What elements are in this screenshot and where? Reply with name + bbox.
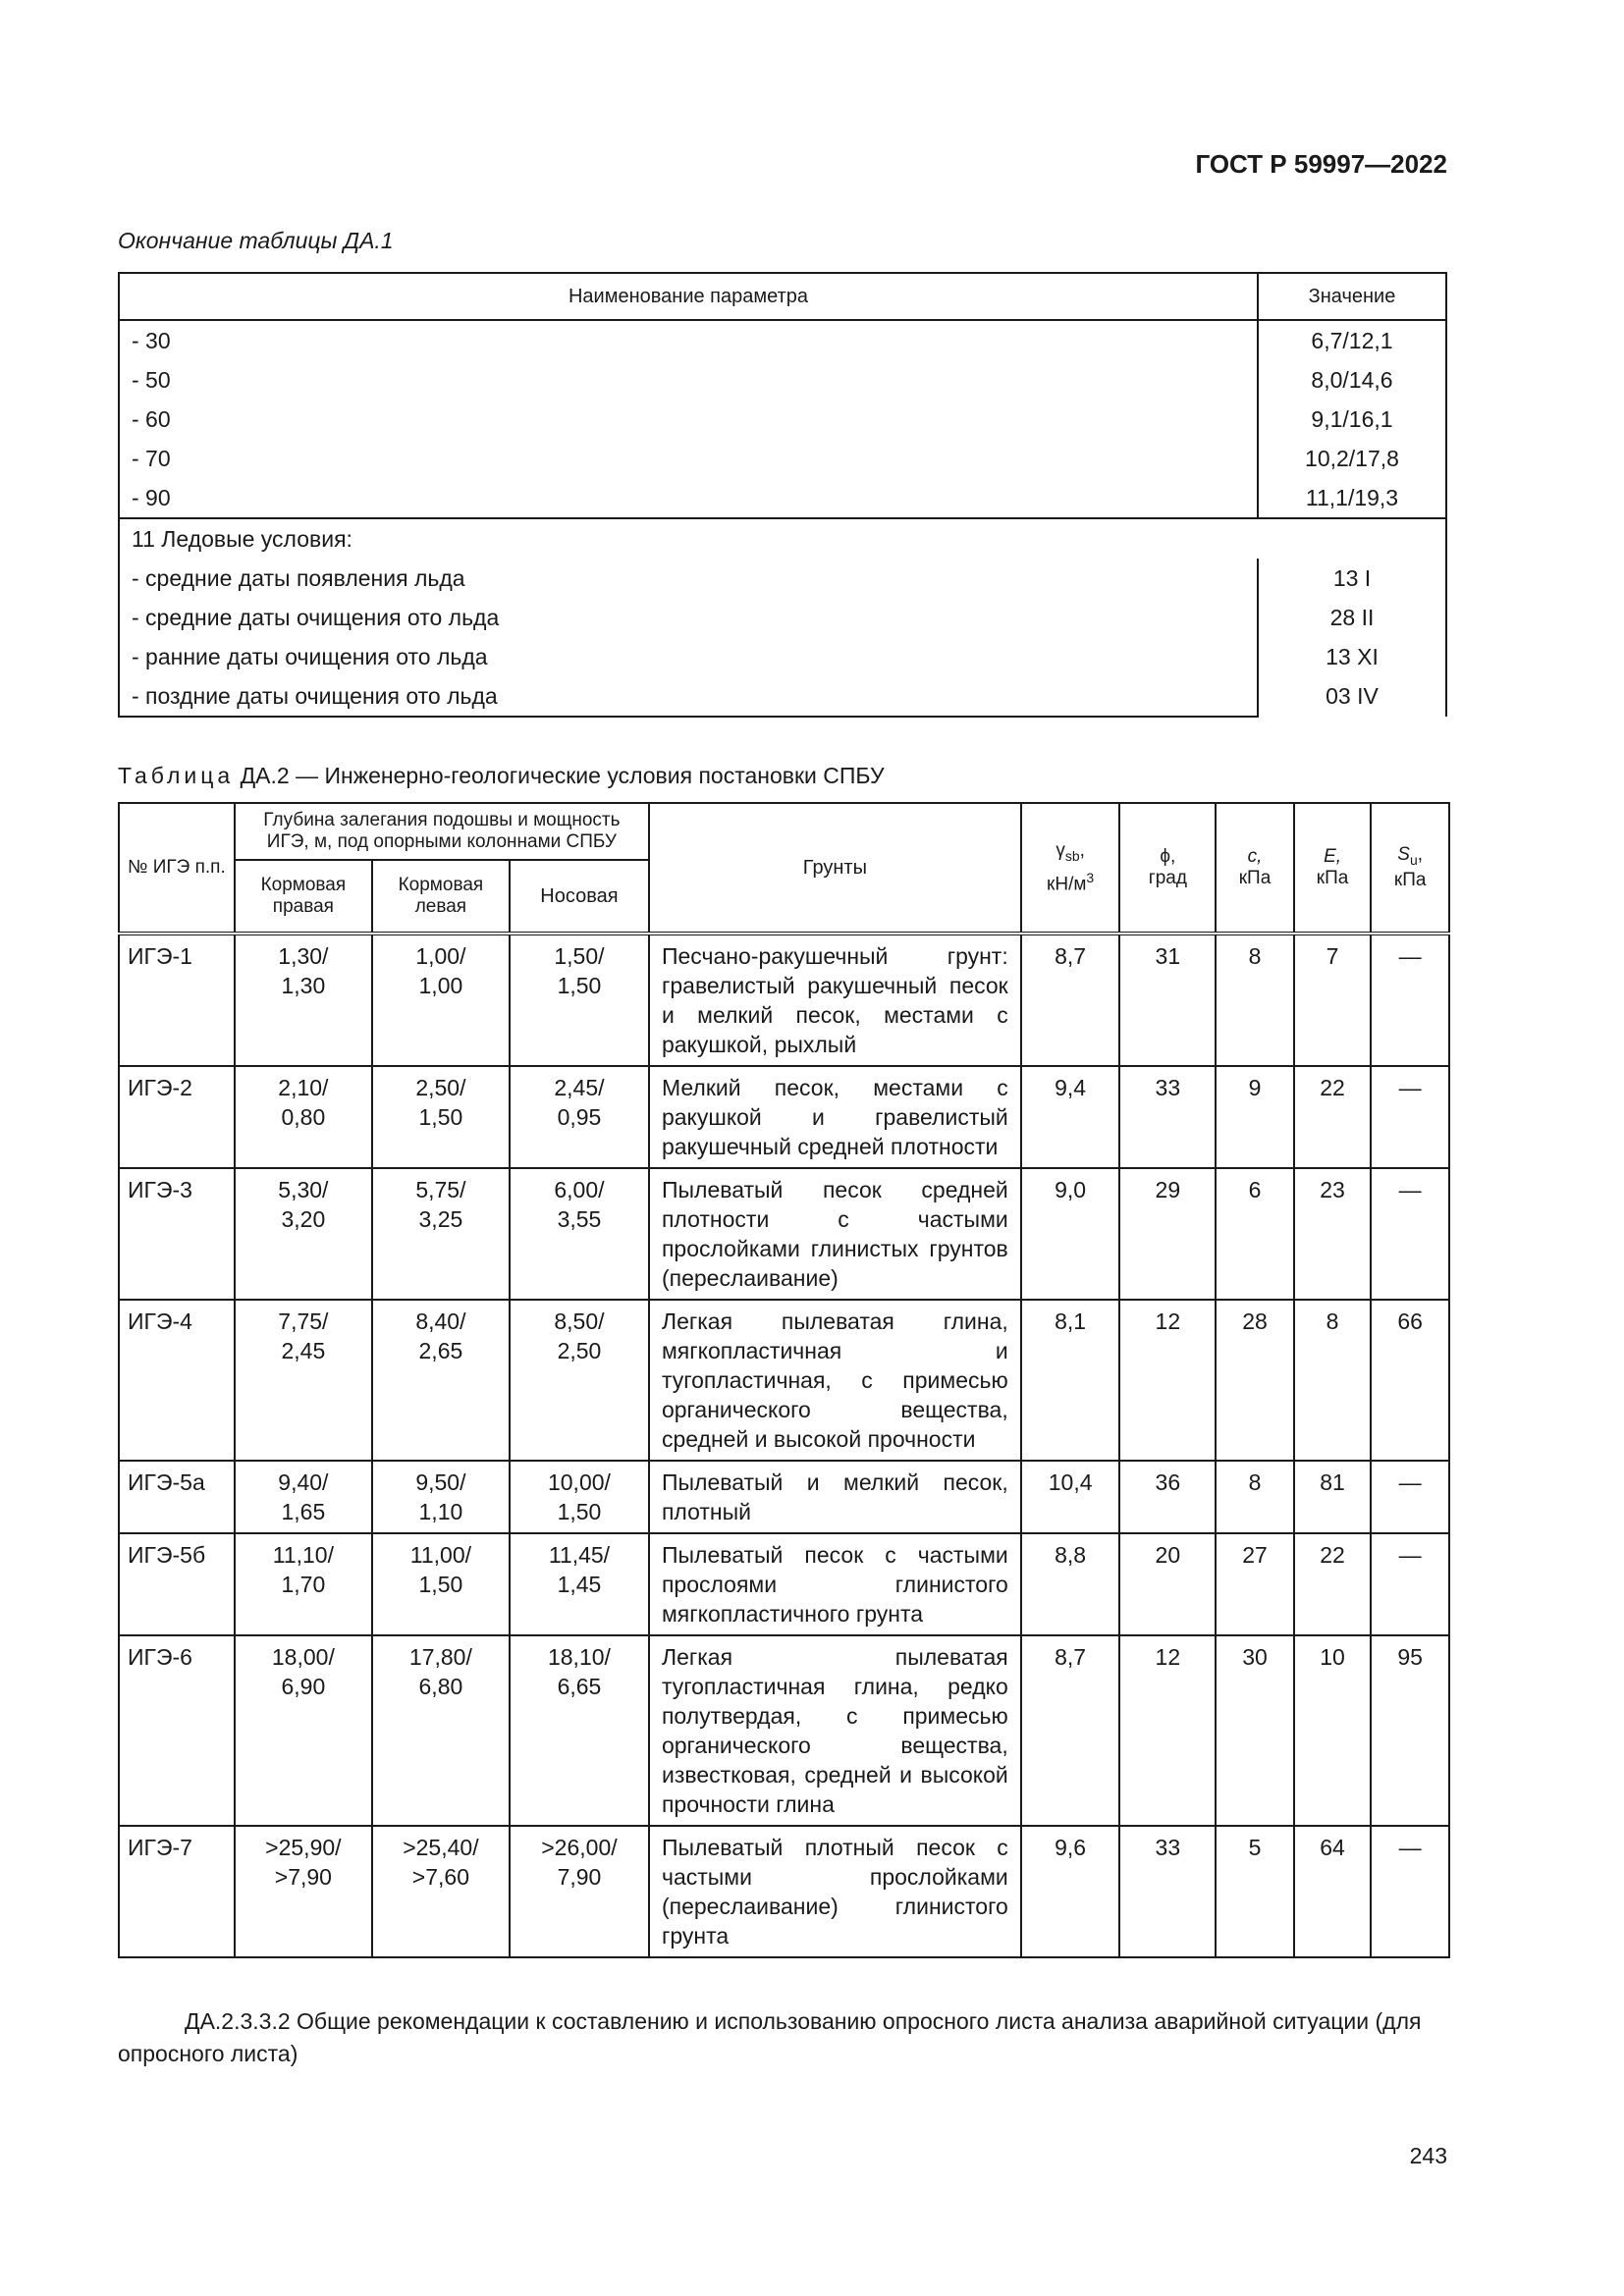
depth-bow [510, 1300, 649, 1461]
param-value: 11,1/19,3 [1258, 478, 1446, 518]
su-value [1371, 1635, 1449, 1826]
e-value [1294, 1826, 1372, 1957]
su-symbol: S [1397, 843, 1410, 865]
table-row [119, 676, 1446, 717]
param-name: - 90 [119, 478, 1258, 518]
table-row [119, 1533, 1449, 1635]
cell-text: Песчано-ракушечный грунт: гравелистый ракушечный песок и мелкий песок, местами с ракушкой, рыхлый [661, 943, 1008, 1057]
cell-text: 33 [1155, 1835, 1181, 1860]
cell-text: 3,25 [418, 1206, 463, 1232]
table-row [119, 1066, 1449, 1168]
table-row [119, 934, 1449, 1066]
header-e [1294, 803, 1372, 934]
cell-text: Мелкий песок, местами с ракушкой и гравелистый ракушечный средней плотности [661, 1075, 1008, 1159]
table1-header-row [119, 273, 1446, 320]
cell-text: 11,45/ [548, 1542, 611, 1568]
cell-text: 2,45/ [554, 1075, 605, 1100]
param-value: 10,2/17,8 [1258, 439, 1446, 478]
soil-description [649, 1635, 1021, 1826]
cell-text: 1,30 [281, 973, 326, 998]
header-phi [1119, 803, 1216, 934]
cell-text: 0,95 [557, 1104, 602, 1130]
c-value [1216, 1461, 1294, 1533]
param-name: - ранние даты очищения ото льда [119, 637, 1258, 676]
cell-text: ИГЭ-1 [128, 943, 192, 969]
depth-stern-left [372, 1168, 510, 1300]
c-value [1216, 934, 1294, 1066]
cell-text: 29 [1155, 1177, 1181, 1202]
depth-stern-left [372, 934, 510, 1066]
table-row [119, 400, 1446, 439]
cell-text: 2,10/ [278, 1075, 329, 1100]
table-row [119, 1300, 1449, 1461]
cell-text: 2,50 [557, 1338, 602, 1363]
cell-text: 8,50/ [554, 1308, 605, 1334]
cell-text: >25,90/ [265, 1835, 342, 1860]
cell-text: 8,1 [1055, 1308, 1087, 1334]
param-value: 13 I [1258, 559, 1446, 598]
e-value [1294, 934, 1372, 1066]
cell-text: 6,00/ [554, 1177, 605, 1202]
soil-description [649, 1168, 1021, 1300]
soil-description [649, 1826, 1021, 1957]
table-da2-geology [118, 802, 1450, 1958]
depth-stern-right [235, 1461, 372, 1533]
cell-text: 2,65 [418, 1338, 463, 1363]
cell-text: 9,40/ [278, 1469, 329, 1495]
soil-description [649, 1461, 1021, 1533]
c-value [1216, 1300, 1294, 1461]
depth-bow [510, 1826, 649, 1957]
cell-text: 17,80/ [408, 1644, 472, 1670]
soil-description [649, 1533, 1021, 1635]
c-value [1216, 1533, 1294, 1635]
cell-text: — [1398, 1177, 1422, 1202]
param-name: - 30 [119, 320, 1258, 360]
table1-caption: Окончание таблицы ДА.1 [118, 228, 394, 253]
su-value [1371, 934, 1449, 1066]
depth-stern-right [235, 1635, 372, 1826]
cell-text: — [1398, 1469, 1422, 1495]
cell-text: 1,45 [557, 1572, 602, 1597]
table-row [119, 1461, 1449, 1533]
e-value [1294, 1168, 1372, 1300]
depth-bow [510, 1066, 649, 1168]
cell-text: 18,00/ [271, 1644, 335, 1670]
table-row-ice-heading [119, 518, 1446, 559]
cell-text: >26,00/ [541, 1835, 618, 1860]
su-subscript: u [1409, 851, 1418, 868]
cell-text: 20 [1155, 1542, 1181, 1568]
cell-text: ИГЭ-6 [128, 1644, 192, 1670]
gamma-value [1021, 1300, 1120, 1461]
table2-caption [118, 763, 885, 789]
soil-description [649, 1066, 1021, 1168]
header-value: Значение [1258, 273, 1446, 320]
su-value [1371, 1461, 1449, 1533]
depth-stern-left [372, 1826, 510, 1957]
cell-text: Пылеватый и мелкий песок, плотный [661, 1469, 1008, 1524]
depth-stern-left [372, 1461, 510, 1533]
cell-text: 30 [1242, 1644, 1268, 1670]
cell-text: 3,55 [557, 1206, 602, 1232]
su-value [1371, 1066, 1449, 1168]
cell-text: >7,60 [411, 1864, 469, 1890]
cell-text: ИГЭ-3 [128, 1177, 192, 1202]
depth-stern-right [235, 1826, 372, 1957]
cell-text: 23 [1320, 1177, 1345, 1202]
cell-text: 27 [1242, 1542, 1268, 1568]
gamma-value [1021, 1461, 1120, 1533]
header-su: $S_u$, кПа [1371, 803, 1449, 934]
cell-text: 9 [1248, 1075, 1262, 1100]
table-row [119, 559, 1446, 598]
ige-id [119, 1826, 235, 1957]
table-row [119, 1168, 1449, 1300]
paragraph-da-2-3-3-2: ДА.2.3.3.2 Общие рекомендации к составлению и использованию опросного листа анализа аварийной ситуации (для опросного листа) [118, 2008, 1422, 2066]
cell-text: 18,10/ [547, 1644, 611, 1670]
ige-id [119, 1066, 235, 1168]
cell-text: 5,30/ [278, 1177, 329, 1202]
cell-text: 22 [1320, 1542, 1345, 1568]
c-value [1216, 1826, 1294, 1957]
c-value [1216, 1168, 1294, 1300]
cell-text: 1,10 [418, 1499, 463, 1524]
cell-text: 9,4 [1055, 1075, 1087, 1100]
cell-text: 7 [1326, 943, 1339, 969]
c-value [1216, 1635, 1294, 1826]
cell-text: Легкая пылеватая тугопластичная глина, редко полутвердая, с примесью органического вещества, известковая, средней и высокой прочности глина [661, 1644, 1008, 1817]
param-name: - поздние даты очищения ото льда [119, 676, 1258, 717]
soil-description [649, 934, 1021, 1066]
cell-text: 8 [1248, 1469, 1262, 1495]
cell-text: 1,00 [418, 973, 463, 998]
phi-value [1119, 1635, 1216, 1826]
phi-value [1119, 1300, 1216, 1461]
cell-text: >7,90 [274, 1864, 332, 1890]
e-value [1294, 1300, 1372, 1461]
cell-text: ИГЭ-5а [128, 1469, 205, 1495]
cell-text: 9,50/ [415, 1469, 466, 1495]
e-value [1294, 1533, 1372, 1635]
table-row [119, 1635, 1449, 1826]
param-name: - 50 [119, 360, 1258, 400]
phi-value [1119, 1533, 1216, 1635]
cell-text: 1,65 [281, 1499, 326, 1524]
cell-text: 9,6 [1055, 1835, 1087, 1860]
cell-text: 1,00/ [415, 943, 466, 969]
table2-caption-title: ДА.2 — Инженерно-геологические условия постановки СПБУ [240, 763, 885, 788]
cell-text: 5 [1248, 1835, 1262, 1860]
cell-text: 31 [1155, 943, 1181, 969]
ige-id [119, 1533, 235, 1635]
phi-value [1119, 1168, 1216, 1300]
cell-text: 12 [1155, 1308, 1181, 1334]
cell-text: 1,50 [418, 1104, 463, 1130]
param-value: 28 II [1258, 598, 1446, 637]
depth-stern-left [372, 1300, 510, 1461]
gamma-unit-sup: 3 [1086, 869, 1095, 885]
cell-text: 5,75/ [415, 1177, 466, 1202]
depth-bow [510, 934, 649, 1066]
table-row [119, 1826, 1449, 1957]
su-value [1371, 1300, 1449, 1461]
table-da1-end [118, 272, 1447, 718]
param-value: 6,7/12,1 [1258, 320, 1446, 360]
cell-text: ИГЭ-4 [128, 1308, 192, 1334]
phi-value [1119, 1066, 1216, 1168]
cell-text: 6 [1248, 1177, 1262, 1202]
ige-id [119, 934, 235, 1066]
table-row [119, 439, 1446, 478]
e-unit: кПа [1316, 868, 1349, 888]
cell-text: Легкая пылеватая глина, мягкопластичная и тугопластичная, с примесью органического вещества, средней и высокой прочности [661, 1308, 1008, 1452]
cell-text: 8,7 [1055, 943, 1087, 969]
table2-header-row-1 [119, 803, 1449, 860]
cell-text: 33 [1155, 1075, 1181, 1100]
cell-text: 7,90 [557, 1864, 602, 1890]
cell-text: ИГЭ-2 [128, 1075, 192, 1100]
cell-text: 10,00/ [547, 1469, 611, 1495]
param-value: 03 IV [1258, 676, 1446, 717]
gamma-subscript: sb [1064, 847, 1080, 864]
cell-text: 28 [1242, 1308, 1268, 1334]
cell-text: 11,00/ [409, 1542, 472, 1568]
cell-text: ИГЭ-5б [128, 1542, 206, 1568]
c-value [1216, 1066, 1294, 1168]
depth-stern-right [235, 1533, 372, 1635]
header-soil: Грунты [649, 803, 1021, 934]
table-row [119, 598, 1446, 637]
gamma-unit: кН/м [1047, 874, 1087, 895]
cell-text: >25,40/ [403, 1835, 479, 1860]
ige-id [119, 1461, 235, 1533]
su-value [1371, 1168, 1449, 1300]
phi-value [1119, 1461, 1216, 1533]
param-name: - 70 [119, 439, 1258, 478]
cell-text: 81 [1320, 1469, 1345, 1495]
e-symbol: E, [1324, 846, 1342, 867]
e-value [1294, 1635, 1372, 1826]
cell-text: 2,45 [281, 1338, 326, 1363]
ice-conditions-heading: 11 Ледовые условия: [119, 518, 1446, 559]
cell-text: 10,4 [1048, 1469, 1093, 1495]
cell-text: 7,75/ [278, 1308, 329, 1334]
cell-text: 12 [1155, 1644, 1181, 1670]
cell-text: 8,40/ [415, 1308, 466, 1334]
cell-text: 8 [1326, 1308, 1339, 1334]
ige-id [119, 1300, 235, 1461]
cell-text: Пылеватый песок с частыми прослоями глинистого мягкопластичного грунта [661, 1542, 1008, 1627]
gamma-value [1021, 1066, 1120, 1168]
cell-text: 1,70 [281, 1572, 326, 1597]
cell-text: 2,50/ [415, 1075, 466, 1100]
cell-text: 1,50/ [554, 943, 605, 969]
cell-text: 6,90 [281, 1674, 326, 1699]
cell-text: — [1398, 1542, 1422, 1568]
header-gamma: $\gamma_{sb}$, $кН/м^3$ [1021, 803, 1120, 934]
table2-caption-prefix: Таблица [118, 763, 235, 788]
e-value [1294, 1461, 1372, 1533]
cell-text: 11,10/ [272, 1542, 334, 1568]
ige-id [119, 1635, 235, 1826]
table-row [119, 478, 1446, 518]
param-name: - средние даты очищения ото льда [119, 598, 1258, 637]
param-value: 13 XI [1258, 637, 1446, 676]
cell-text: 22 [1320, 1075, 1345, 1100]
gamma-value [1021, 934, 1120, 1066]
cell-text: 36 [1155, 1469, 1181, 1495]
cell-text: 66 [1397, 1308, 1423, 1334]
cell-text: 6,80 [418, 1674, 463, 1699]
phi-value [1119, 1826, 1216, 1957]
ige-id [119, 1168, 235, 1300]
gamma-value [1021, 1533, 1120, 1635]
cell-text: ИГЭ-7 [128, 1835, 192, 1860]
depth-bow [510, 1461, 649, 1533]
gamma-value [1021, 1826, 1120, 1957]
header-stern-left: Кормовая левая [372, 860, 510, 934]
e-value [1294, 1066, 1372, 1168]
table-row [119, 320, 1446, 360]
header-depth-group: Глубина залегания подошвы и мощность ИГЭ, м, под опорными колоннами СПБУ [235, 803, 649, 860]
param-value: 9,1/16,1 [1258, 400, 1446, 439]
table-row [119, 637, 1446, 676]
cell-text: 95 [1397, 1644, 1423, 1670]
cell-text: 10 [1320, 1644, 1345, 1670]
gamma-symbol: γ [1056, 839, 1065, 861]
header-stern-right: Кормовая правая [235, 860, 372, 934]
param-name: - 60 [119, 400, 1258, 439]
param-value: 8,0/14,6 [1258, 360, 1446, 400]
header-num: № ИГЭ п.п. [119, 803, 235, 934]
cell-text: 1,50 [557, 973, 602, 998]
document-code: ГОСТ Р 59997—2022 [1195, 149, 1447, 179]
phi-unit: град [1148, 868, 1187, 888]
cell-text: — [1398, 943, 1422, 969]
depth-stern-right [235, 1300, 372, 1461]
soil-description [649, 1300, 1021, 1461]
cell-text: 0,80 [281, 1104, 326, 1130]
depth-stern-left [372, 1635, 510, 1826]
header-param-name: Наименование параметра [119, 273, 1258, 320]
param-name: - средние даты появления льда [119, 559, 1258, 598]
cell-text: 3,20 [281, 1206, 326, 1232]
cell-text: 64 [1320, 1835, 1345, 1860]
page-number: 243 [1409, 2143, 1447, 2168]
cell-text: — [1398, 1075, 1422, 1100]
cell-text: 6,65 [557, 1674, 602, 1699]
cell-text: 1,50 [418, 1572, 463, 1597]
depth-stern-left [372, 1066, 510, 1168]
depth-stern-right [235, 1066, 372, 1168]
phi-symbol: ϕ, [1160, 846, 1176, 867]
depth-stern-right [235, 934, 372, 1066]
cell-text: 8,8 [1055, 1542, 1087, 1568]
cell-text: 1,50 [557, 1499, 602, 1524]
su-value [1371, 1826, 1449, 1957]
cell-text: Пылеватый плотный песок с частыми прослойками (переслаивание) глинистого грунта [661, 1835, 1008, 1949]
header-c [1216, 803, 1294, 934]
c-symbol: c, [1247, 846, 1263, 867]
depth-stern-left [372, 1533, 510, 1635]
cell-text: 8 [1248, 943, 1262, 969]
header-bow: Носовая [510, 860, 649, 934]
cell-text: 9,0 [1055, 1177, 1087, 1202]
gamma-value [1021, 1168, 1120, 1300]
cell-text: 8,7 [1055, 1644, 1087, 1670]
depth-bow [510, 1635, 649, 1826]
phi-value [1119, 934, 1216, 1066]
cell-text: Пылеватый песок средней плотности с частыми прослойками глинистых грунтов (переслаивание) [661, 1177, 1008, 1291]
depth-stern-right [235, 1168, 372, 1300]
depth-bow [510, 1168, 649, 1300]
cell-text: 1,30/ [278, 943, 329, 969]
gamma-value [1021, 1635, 1120, 1826]
depth-bow [510, 1533, 649, 1635]
su-value [1371, 1533, 1449, 1635]
table-row [119, 360, 1446, 400]
su-unit: кПа [1393, 870, 1427, 891]
cell-text: — [1398, 1835, 1422, 1860]
c-unit: кПа [1238, 868, 1272, 888]
